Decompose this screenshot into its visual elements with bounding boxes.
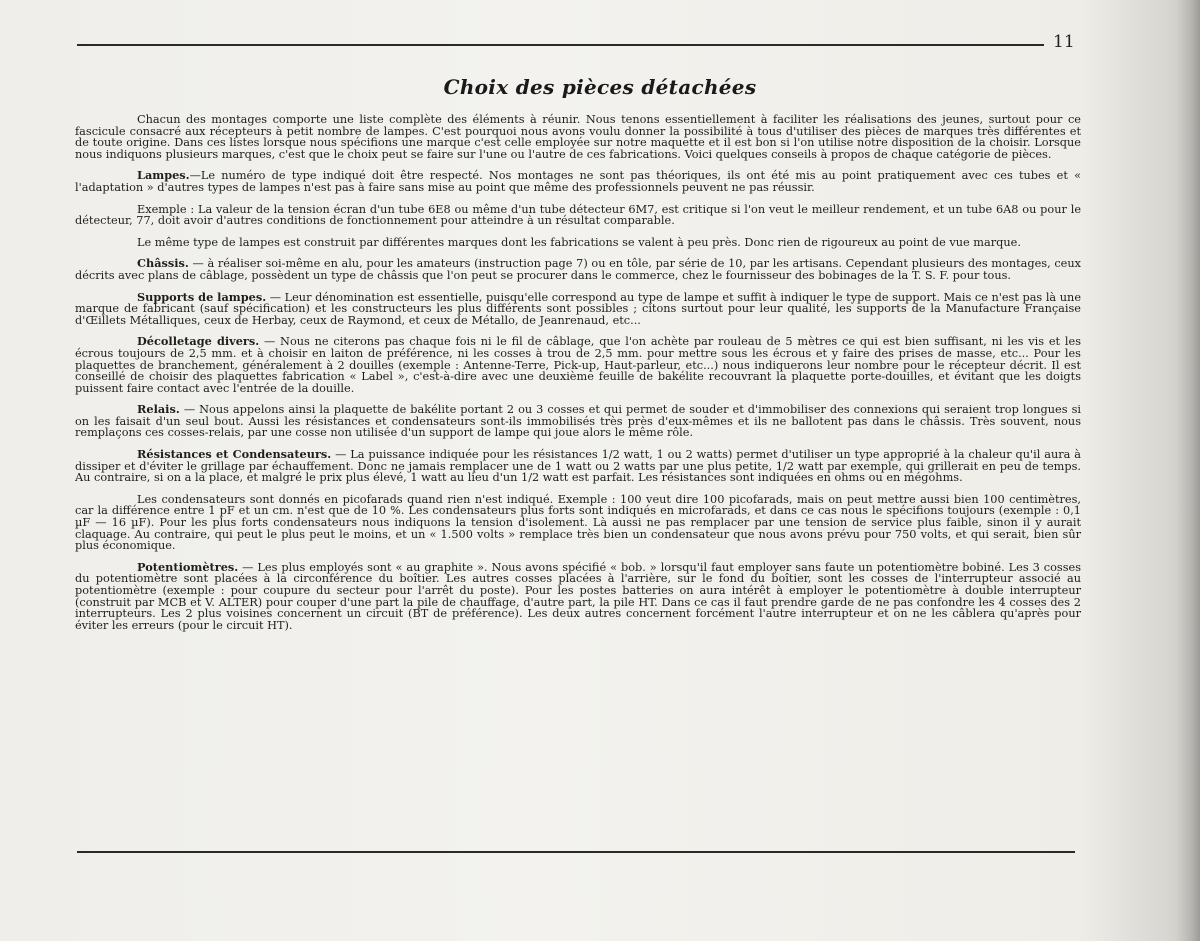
- page-number: 11: [1053, 32, 1075, 52]
- paragraph-chassis: Châssis. — à réaliser soi-même en alu, pour les amateurs (instruction page 7) ou en tôle, par série de 10, par les artisans. Cependant plusieurs des montages, ceux décrits avec plans de câblage, possèdent un type de châssis que l'on peut se procurer dans le commerce, chez le fournisseur des bobinages de la T. S. F. pour tous.: [75, 256, 1081, 282]
- paragraph-condensateurs: Les condensateurs sont donnés en picofarads quand rien n'est indiqué. Exemple : 100 veut dire 100 picofarads, mais on peut mettre aussi bien 100 centimètres, car la différence entre 1 pF et un cm. n'est que de 10 %. Les condensateurs plus forts sont indiqués en microfarads, et dans ce cas nous le spécifions toujours (exemple : 0,1 µF — 16 µF). Pour les plus forts condensateurs nous indiquons la tension d'isolement. Là aussi ne pas remplacer par une tension de service plus faible, sinon il y aurait claquage. Au contraire, qui peut le plus peut le moins, et un « 1.500 volts » remplace très bien un condensateur que nous avons prévu pour 750 volts, et qui serait, bien sûr plus économique.: [75, 492, 1081, 553]
- section-lead-relais: Relais.: [137, 402, 180, 417]
- paragraph-lampes: Lampes.—Le numéro de type indiqué doit être respecté. Nos montages ne sont pas théoriques, ils ont été mis au point pratiquement avec ces tubes et « l'adaptation » d'autres types de lampes n'est pas à faire sans mise au point que même des professionnels peuvent ne pas réussir.: [75, 168, 1081, 194]
- section-lead-chassis: Châssis.: [137, 256, 189, 271]
- footer-rule: [77, 851, 1075, 853]
- section-lead-supports: Supports de lampes.: [137, 289, 267, 304]
- paragraph-decolletage: Décolletage divers. — Nous ne citerons pas chaque fois ni le fil de câblage, que l'on achète par rouleau de 5 mètres ce qui est bien suffisant, ni les vis et les écrous toujours de 2,5 mm. et à choisir en laiton de préférence, ni les cosses à trou de 2,5 mm. pour mettre sous les écrous et y faire des prises de masse, etc... Pour les plaquettes de branchement, généralement à 2 douilles (exemple : Antenne-Terre, Pick-up, Haut-parleur, etc...) nous indiquerons leur nombre pour le récepteur décrit. Il est conseillé de choisir des plaquettes fabrication « Label », c'est-à-dire avec une deuxième feuille de bakélite recouvrant la plaquette porte-douilles, et évitant que les doigts puissent faire contact avec l'entrée de la douille.: [75, 334, 1081, 395]
- section-lead-resistances: Résistances et Condensateurs.: [137, 447, 332, 462]
- paragraph-marques: Le même type de lampes est construit par différentes marques dont les fabrications se valent à peu près. Donc rien de rigoureux au point de vue marque.: [137, 235, 1021, 249]
- section-lead-lampes: Lampes.: [137, 168, 190, 183]
- paragraph-resistances: Résistances et Condensateurs. — La puissance indiquée pour les résistances 1/2 watt, 1 ou 2 watts) permet d'utiliser un type approprié à la chaleur qu'il aura à dissiper et d'éviter le grillage par échauffement. Donc ne jamais remplacer une de 1 watt ou 2 watts par une plus petite, 1/2 watt par exemple, qui grillerait en peu de temps. Au contraire, si on a la place, et malgré le prix plus élevé, 1 watt au lieu d'un 1/2 watt est parfait. Les résistances sont indiquées en ohms ou en mégohms.: [75, 447, 1081, 485]
- paragraph-exemple: Exemple : La valeur de la tension écran d'un tube 6E8 ou même d'un tube détecteur 6M7, est critique si l'on veut le meilleur rendement, et un tube 6A8 ou pour le détecteur, 77, doit avoir d'autres conditions de fonctionnement pour atteindre à un résultat comparable.: [75, 202, 1081, 228]
- paragraph-potentiometres: Potentiomètres. — Les plus employés sont « au graphite ». Nous avons spécifié « bob. » lorsqu'il faut employer sans faute un potentiomètre bobiné. Les 3 cosses du potentiomètre sont placées à la circonférence du boîtier. Les autres cosses placées à l'arrière, sur le fond du boîtier, sont les cosses de l'interrupteur associé au potentiomètre (exemple : pour coupure du secteur pour l'arrêt du poste). Pour les postes batteries on aura intérêt à employer le potentiomètre à double interrupteur (construit par MCB et V. ALTER) pour couper d'une part la pile de chauffage, d'autre part, la pile HT. Dans ce cas il faut prendre garde de ne pas confondre les 4 cosses des 2 interrupteurs. Les 2 plus voisines concernent un circuit (BT de préférence). Les deux autres concernent forcément l'autre interrupteur et on ne les câblera qu'après pour éviter les erreurs (pour le circuit HT).: [75, 559, 1081, 632]
- section-lead-potentiometres: Potentiomètres.: [137, 559, 239, 574]
- section-lead-decolletage: Décolletage divers.: [137, 334, 260, 349]
- page-edge-shadow: [1176, 0, 1200, 941]
- header-rule: [77, 44, 1044, 46]
- page-title: Choix des pièces détachées: [443, 75, 757, 99]
- paragraph-intro: Chacun des montages comporte une liste complète des éléments à réunir. Nous tenons essentiellement à faciliter les réalisations des jeunes, surtout pour ce fascicule consacré aux récepteurs à petit nombre de lampes. C'est pourquoi nous avons voulu donner la possibilité à tous d'utiliser des pièces de marques très différentes et de toute origine. Dans ces listes lorsque nous spécifions une marque c'est celle employée sur notre maquette et il est bon si l'on utilise notre disposition de la choisir. Lorsque nous indiquons plusieurs marques, c'est que le choix peut se faire sur l'une ou l'autre de ces fabrications. Voici quelques conseils à propos de chaque catégorie de pièces.: [75, 113, 1081, 161]
- body-text: [75, 114, 1081, 641]
- paragraph-supports: Supports de lampes. — Leur dénomination est essentielle, puisqu'elle correspond au type de lampe et suffit à indiquer le type de support. Mais ce n'est pas là une marque de fabricant (sauf spécification) et les constructeurs les plus différents sont possibles ; citons surtout pour leur qualité, les supports de la Manufacture Française d'Œillets Métalliques, ceux de Herbay, ceux de Raymond, et ceux de Métallo, de Jeanrenaud, etc...: [75, 289, 1082, 327]
- paragraph-relais: Relais. — Nous appelons ainsi la plaquette de bakélite portant 2 ou 3 cosses et qui permet de souder et d'immobiliser des connexions qui seraient trop longues si on les faisait d'un seul bout. Aussi les résistances et condensateurs sont-ils immobilisés très près d'eux-mêmes et ils ne ballotent pas dans le châssis. Très souvent, nous remplaçons ces cosses-relais, par une cosse non utilisée d'un support de lampe qui joue alors le même rôle.: [75, 402, 1081, 440]
